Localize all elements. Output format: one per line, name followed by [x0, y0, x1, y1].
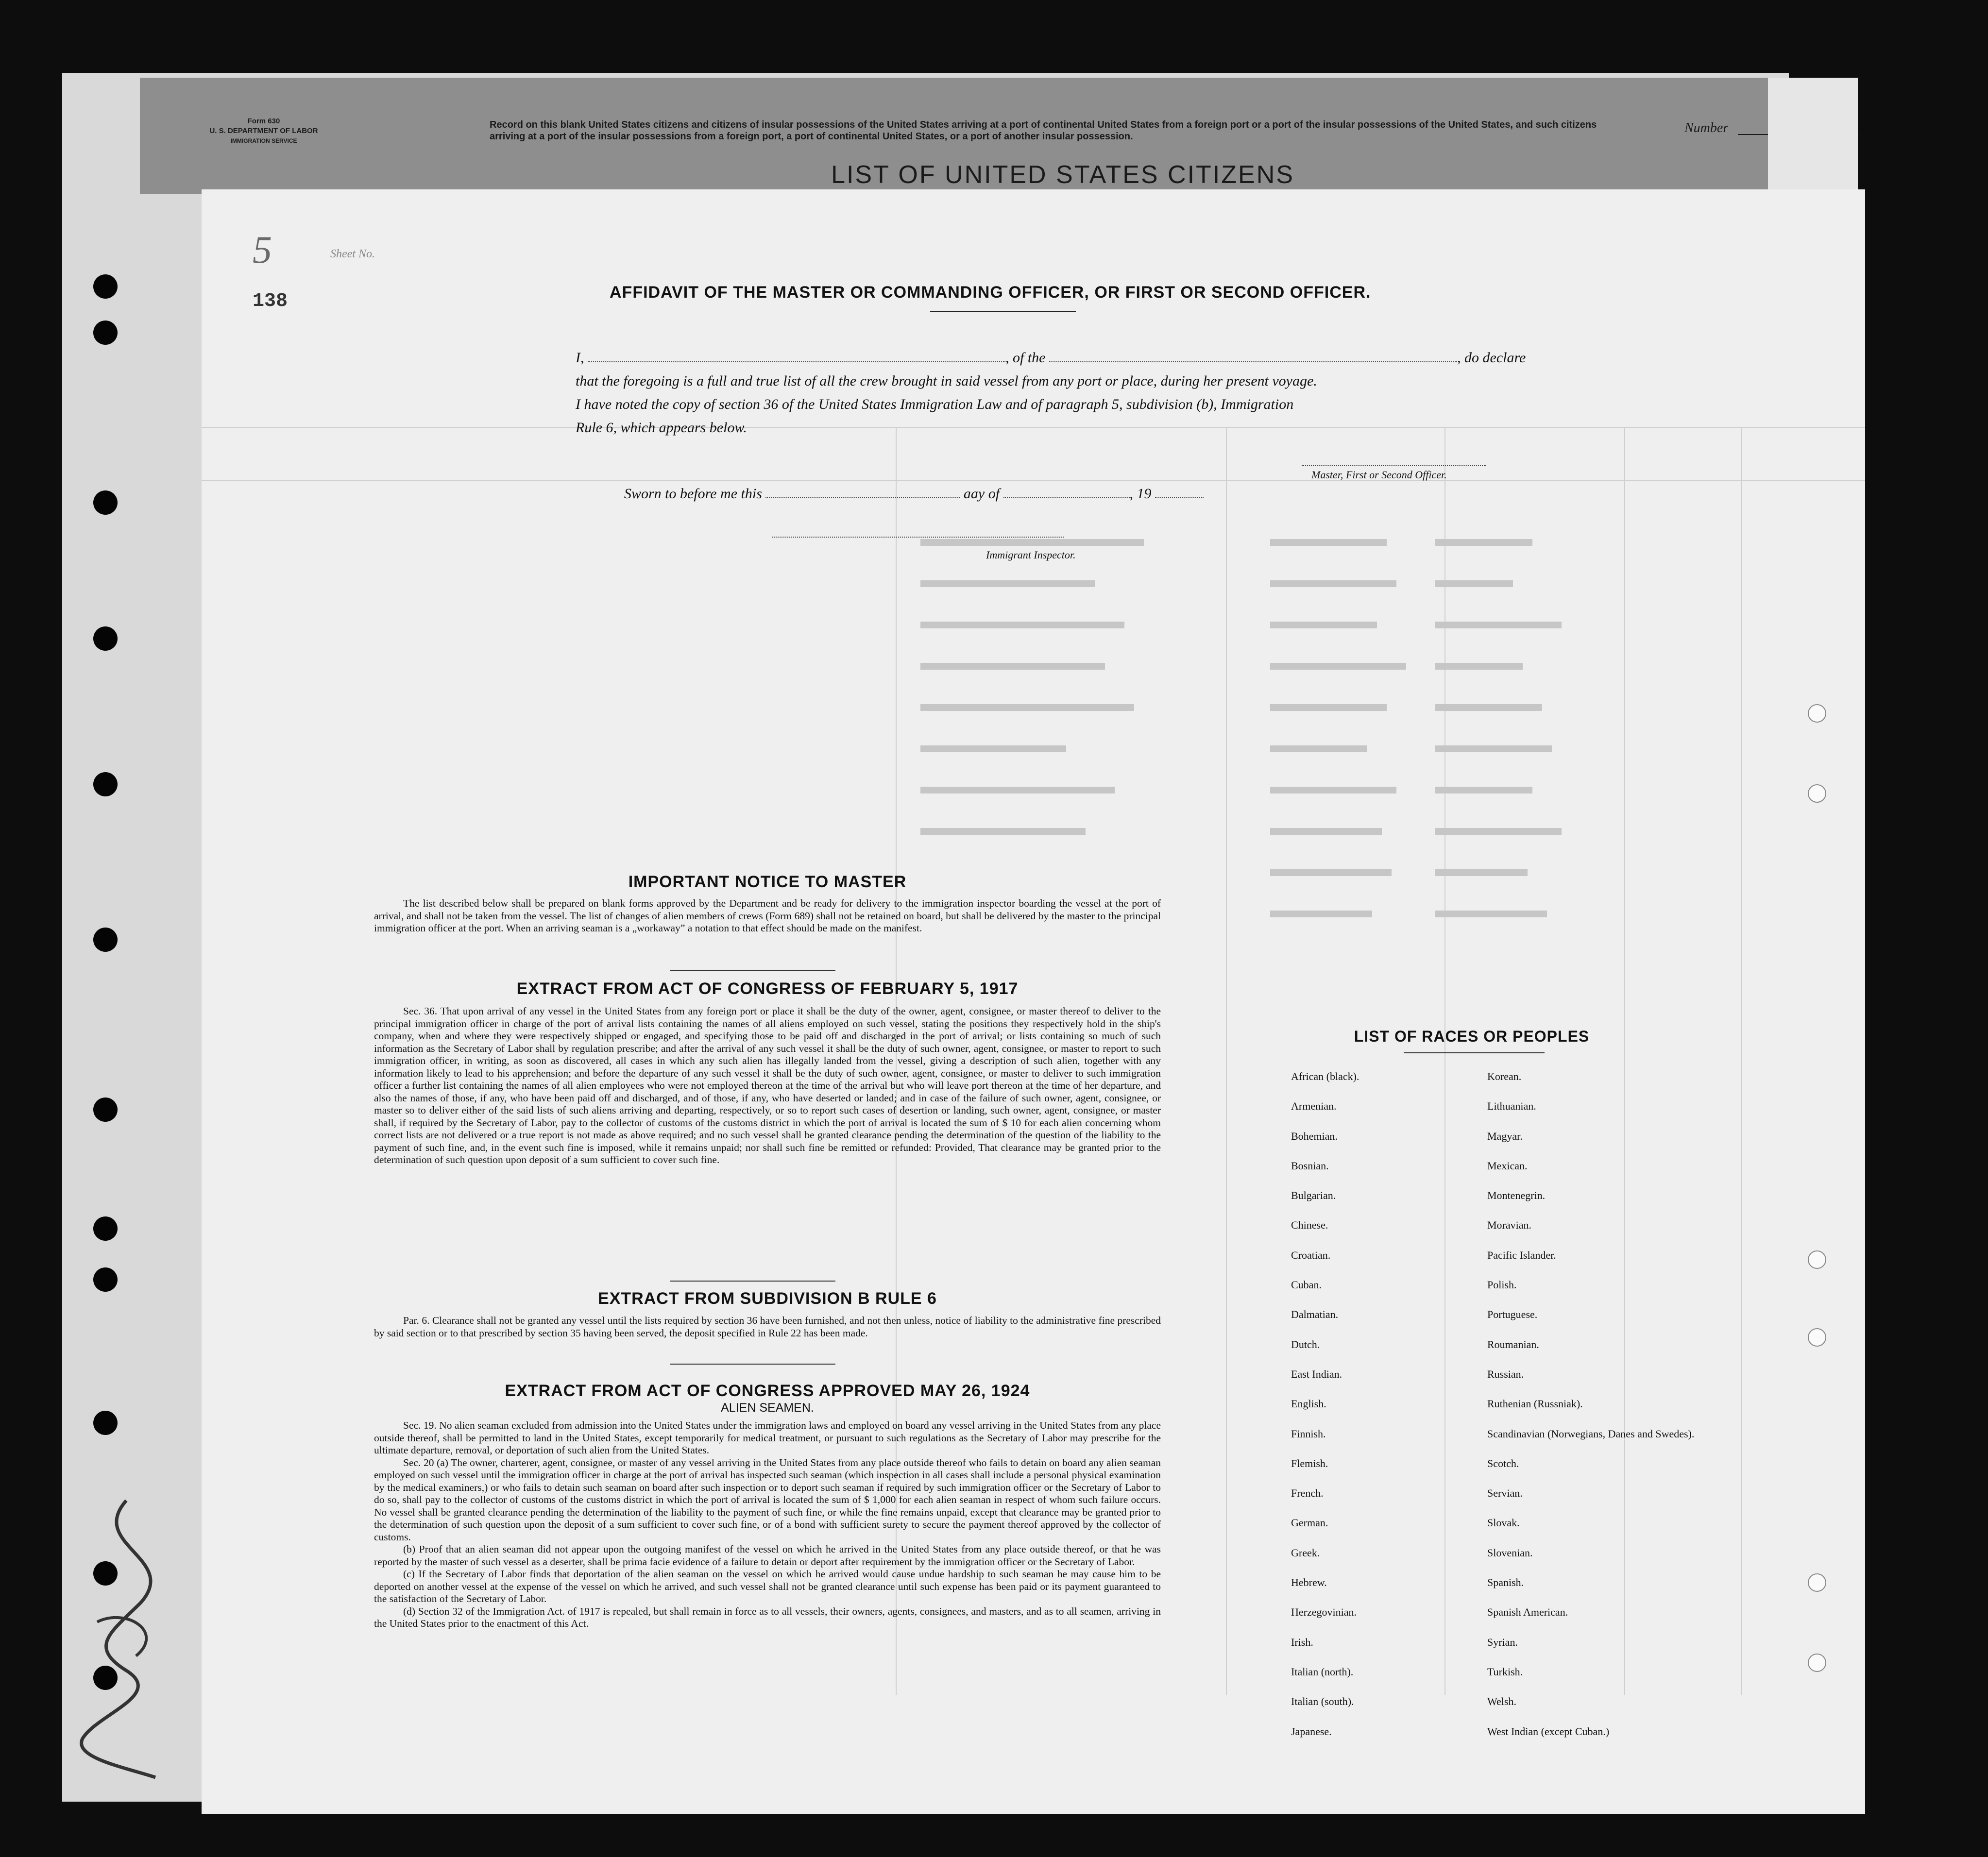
race-item: Scotch. — [1487, 1457, 1519, 1469]
race-item: Moravian. — [1487, 1219, 1532, 1232]
race-item: Italian (south). — [1291, 1695, 1354, 1708]
punch-hole — [1808, 704, 1826, 723]
master-label: Master, First or Second Officer. — [1311, 469, 1447, 481]
master-signature-field[interactable] — [1302, 465, 1486, 466]
race-item: Finnish. — [1291, 1427, 1326, 1440]
punch-hole — [93, 772, 118, 796]
race-item: Flemish. — [1291, 1457, 1328, 1469]
race-item: Slovak. — [1487, 1517, 1520, 1529]
race-item: Japanese. — [1291, 1725, 1332, 1738]
section-20c-paragraph: (c) If the Secretary of Labor finds that deportation of the alien seaman on the vessel on which he arrived would cause undue hardship to such seaman he may cause him to be deported on another vessel at the expense of the vessel on which he arrived, and such vessel shall not be granted clearance until such expense has been paid or its payment guaranteed to the satisfaction of the Secretary of Labor. — [374, 1568, 1161, 1604]
section-divider — [670, 970, 835, 971]
race-item: Chinese. — [1291, 1219, 1328, 1232]
affidavit-title: AFFIDAVIT OF THE MASTER OR COMMANDING OFFICER, OR FIRST OR SECOND OFFICER. — [610, 283, 1371, 302]
race-item: Magyar. — [1487, 1130, 1523, 1142]
race-item: West Indian (except Cuban.) — [1487, 1725, 1610, 1738]
sworn-day-of: aay of — [963, 486, 1000, 502]
race-item: Lithuanian. — [1487, 1100, 1536, 1113]
paragraph-6: Par. 6. Clearance shall not be granted any vessel until the lists required by section 36 have been furnished, and not then unless, notice of liability to the administrative fine prescribed by said section or to that prescribed by section 35 having been served, the deposit specified in Rule 22 has been made. — [374, 1315, 1161, 1339]
citizens-record-instructions: Record on this blank United States citizens and citizens of insular possessions of the United States arriving at a port of continental United States from a foreign port or a port of the insular possessions of the United States, and such citizens arriving at a port of the insular possessions from a foreign port, a port of continental United States, or a port of another insular possession. — [490, 119, 1597, 142]
punch-hole — [93, 1097, 118, 1122]
extract-1924-text — [374, 1419, 1161, 1630]
punch-hole — [93, 1411, 118, 1435]
notice-title: IMPORTANT NOTICE TO MASTER — [628, 873, 907, 891]
race-item: Montenegrin. — [1487, 1189, 1546, 1202]
handwritten-signature-left — [68, 1486, 194, 1797]
section-20b-paragraph: (b) Proof that an alien seaman did not appear upon the outgoing manifest of the vessel on which he arrived in the United States from any place outside thereof, or that he was reported by the master of such vessel as a deserter, shall be prima facie evidence of a failure to detain or deport after requirement by the immigration officer or the Secretary of Labor. — [374, 1543, 1161, 1568]
race-item: Greek. — [1291, 1546, 1320, 1559]
race-item: Dalmatian. — [1291, 1308, 1339, 1321]
form-number: Form 630 — [247, 117, 280, 125]
punch-hole — [93, 1267, 118, 1292]
sheet-number-handwritten: 5 — [253, 229, 272, 271]
section-20a-paragraph: Sec. 20 (a) The owner, charterer, agent, consignee, or master of any vessel arriving in the United States from any place outside thereof who fails to detain on board any alien seaman employed on such vessel until the immigration officer in charge at the port of arrival has inspected such seaman (which inspection in all cases shall include a personal physical examination by the medical examiners,) or who fails to detain such seaman on board after such inspection or to deport such seaman if required by such immigration officer or the Secretary of Labor to do so, shall pay to the collector of customs of the customs district in which the port of arrival is located the sum of $ 1,000 for each alien seaman in respect of whom such failure occurs. No vessel shall be granted clearance pending the determination of the liability to the payment of such fine, or while the fine remains unpaid, except that clearance may be granted prior to the determination of such question upon the deposit of a sum sufficient to cover such fine, or of a bond with sufficient surety to secure the payment thereof approved by the collector of customs. — [374, 1456, 1161, 1543]
race-item: Pacific Islander. — [1487, 1249, 1556, 1261]
race-item: Cuban. — [1291, 1279, 1322, 1291]
race-item: Irish. — [1291, 1636, 1313, 1648]
race-item: French. — [1291, 1487, 1324, 1500]
section-19-paragraph: Sec. 19. No alien seaman excluded from admission into the United States under the immigration laws and employed on board any vessel arriving in the United States from any place outside thereof, shall be permitted to land in the United States, except temporarily for medical treatment, or pursuant to such regulations as the Secretary of Labor may prescribe for the ultimate departure, removal, or deportation of such alien from the United States. — [374, 1419, 1161, 1456]
punch-hole — [93, 1216, 118, 1241]
race-item: German. — [1291, 1517, 1328, 1529]
affidavit-rule — [930, 311, 1076, 312]
race-item: Hebrew. — [1291, 1576, 1327, 1589]
race-item: East Indian. — [1291, 1367, 1342, 1380]
corner-stamp-number: 138 — [253, 290, 288, 312]
race-item: Roumanian. — [1487, 1338, 1539, 1351]
punch-hole — [93, 321, 118, 345]
sworn-year: , 19 — [1129, 486, 1152, 502]
punch-hole — [1808, 784, 1826, 803]
service-name: IMMIGRATION SERVICE — [230, 137, 297, 144]
affidavit-line-3: I have noted the copy of section 36 of the United States Immigration Law and of paragraph 5, subdivision (b), Immigration — [576, 396, 1294, 412]
race-item: Portuguese. — [1487, 1308, 1538, 1321]
affidavit-of-the: , of the — [1005, 350, 1046, 366]
race-item: Bohemian. — [1291, 1130, 1338, 1142]
race-item: Spanish American. — [1487, 1606, 1568, 1619]
affidavit-line-4: Rule 6, which appears below. — [576, 420, 747, 436]
race-item: Bosnian. — [1291, 1159, 1329, 1172]
extract-1917-title: EXTRACT FROM ACT OF CONGRESS OF FEBRUARY 5, 1917 — [516, 979, 1019, 998]
race-item: Servian. — [1487, 1487, 1523, 1500]
punch-hole — [1808, 1328, 1826, 1347]
nationality-field[interactable] — [1049, 361, 1457, 362]
affidavit-do-declare: , do declare — [1457, 350, 1526, 366]
affidavit-line-1 — [576, 350, 1526, 366]
citizens-list-title: LIST OF UNITED STATES CITIZENS — [831, 161, 1294, 189]
citizens-list-sheet — [140, 78, 1806, 194]
punch-hole — [93, 928, 118, 952]
race-item: Mexican. — [1487, 1159, 1528, 1172]
notice-paragraph: The list described below shall be prepared on blank forms approved by the Department and be ready for delivery to the immigration inspector boarding the vessel at the port of arrival, and shall not be taken from the vessel. The list of changes of alien members of crews (Form 689) shall not be retained on board, but shall be delivered by the master to the principal immigration officer at the port. When an arriving seaman is a „workaway” a notation to that effect should be made on the manifest. — [374, 897, 1161, 934]
race-item: Herzegovinian. — [1291, 1606, 1357, 1619]
punch-hole — [1808, 1654, 1826, 1672]
races-rule — [1404, 1052, 1545, 1053]
extract-rule6-text — [374, 1315, 1161, 1339]
race-item: Welsh. — [1487, 1695, 1516, 1708]
extract-1924-title: EXTRACT FROM ACT OF CONGRESS APPROVED MAY 26, 1924 — [505, 1382, 1030, 1400]
notice-text — [374, 897, 1161, 935]
form-630-heading — [184, 117, 344, 146]
race-item: Bulgarian. — [1291, 1189, 1336, 1202]
inspector-signature-field[interactable] — [772, 537, 1064, 538]
department-name: U. S. DEPARTMENT OF LABOR — [209, 127, 318, 135]
race-item: Slovenian. — [1487, 1546, 1533, 1559]
affidavit-line-2: that the foregoing is a full and true list of all the crew brought in said vessel from any port or place, during her present voyage. — [576, 373, 1317, 389]
punch-hole — [93, 274, 118, 299]
sworn-prefix: Sworn to before me this — [624, 486, 762, 502]
races-column-1 — [1291, 1071, 1476, 1756]
number-label: Number — [1684, 120, 1729, 135]
race-item: Ruthenian (Russniak). — [1487, 1398, 1583, 1410]
section-divider — [670, 1281, 835, 1282]
punch-hole — [93, 490, 118, 515]
sworn-month-field[interactable] — [1003, 497, 1130, 498]
punch-hole — [1808, 1250, 1826, 1269]
punch-hole — [93, 626, 118, 651]
sworn-year-field[interactable] — [1155, 497, 1204, 498]
races-title: LIST OF RACES OR PEOPLES — [1354, 1028, 1590, 1045]
race-item: Russian. — [1487, 1367, 1524, 1380]
sheet-no-label: Sheet No. — [330, 248, 375, 260]
section-36-paragraph: Sec. 36. That upon arrival of any vessel in the United States from any foreign port or place it shall be the duty of the owner, agent, consignee, or master thereof to deliver to the principal immigration officer in charge of the port of arrival lists containing the names of all aliens employed on such vessel, stating the positions they respectively hold in the ship's company, when and where they were respectively shipped or engaged, and specifying those to be paid off and discharged in the port of arrival; or lists containing so much of such information as the Secretary of Labor shall by regulation prescribe; and after the arrival of any such vessel it shall be the duty of such owner, agent, consignee, or master to report to such immigration officer, in writing, as soon as discovered, all cases in which any such alien has illegally landed from the vessel, giving a description of such alien, together with any information likely to lead to his apprehension; and before the departure of any such vessel it shall be the duty of such owner, agent, consignee, or master to deliver to such immigration officer a further list containing the names of all alien employees who were not employed thereon at the time of the arrival but who will leave port thereon at the time of her departure, and also the names of those, if any, who have been paid off and discharged, and of those, if any, who have deserted or landed; and in case of the failure of such owner, agent, consignee, or master so to deliver either of the said lists of such aliens arriving and departing, respectively, or so to report such cases of desertion or landing, such owner, agent, consignee, or master shall, if required by the Secretary of Labor, pay to the collector of customs of the customs district in which the port of arrival is located the sum of $ 10 for each alien concerning whom correct lists are not delivered or a true report is not made as above required; and no such vessel shall be granted clearance pending the determination of the question of the liability to the payment of such fine, and, in the event such fine is imposed, while it remains unpaid; nor shall such fine be remitted or refunded: Provided, That clearance may be granted prior to the determination of such question upon deposit of a sum sufficient to cover such fine. — [374, 1005, 1161, 1165]
sworn-day-field[interactable] — [765, 497, 960, 498]
race-item: Korean. — [1487, 1070, 1522, 1082]
race-item: Polish. — [1487, 1279, 1517, 1291]
alien-seamen-subtitle: ALIEN SEAMEN. — [721, 1401, 814, 1415]
race-item: African (black). — [1291, 1070, 1359, 1082]
extract-rule6-title: EXTRACT FROM SUBDIVISION B RULE 6 — [598, 1289, 937, 1308]
section-divider — [670, 1364, 835, 1365]
race-item: Syrian. — [1487, 1636, 1518, 1648]
race-item: Italian (north). — [1291, 1665, 1354, 1678]
punch-hole — [1808, 1573, 1826, 1592]
races-column-2 — [1487, 1071, 1740, 1756]
race-item: English. — [1291, 1398, 1326, 1410]
extract-1917-text — [374, 1005, 1161, 1166]
affidavit-i: I, — [576, 350, 584, 366]
race-item: Armenian. — [1291, 1100, 1337, 1113]
inspector-label: Immigrant Inspector. — [986, 549, 1076, 561]
race-item: Spanish. — [1487, 1576, 1524, 1589]
race-item: Dutch. — [1291, 1338, 1320, 1351]
race-item: Turkish. — [1487, 1665, 1523, 1678]
sworn-line — [624, 486, 1204, 502]
race-item: Scandinavian (Norwegians, Danes and Swedes). — [1487, 1427, 1695, 1440]
section-20d-paragraph: (d) Section 32 of the Immigration Act. of 1917 is repealed, but shall remain in force as to all vessels, their owners, agents, consignees, and masters, and as to all seamen, arriving in the United States prior to the enactment of this Act. — [374, 1605, 1161, 1629]
race-item: Croatian. — [1291, 1249, 1331, 1261]
officer-name-field[interactable] — [588, 361, 1005, 362]
